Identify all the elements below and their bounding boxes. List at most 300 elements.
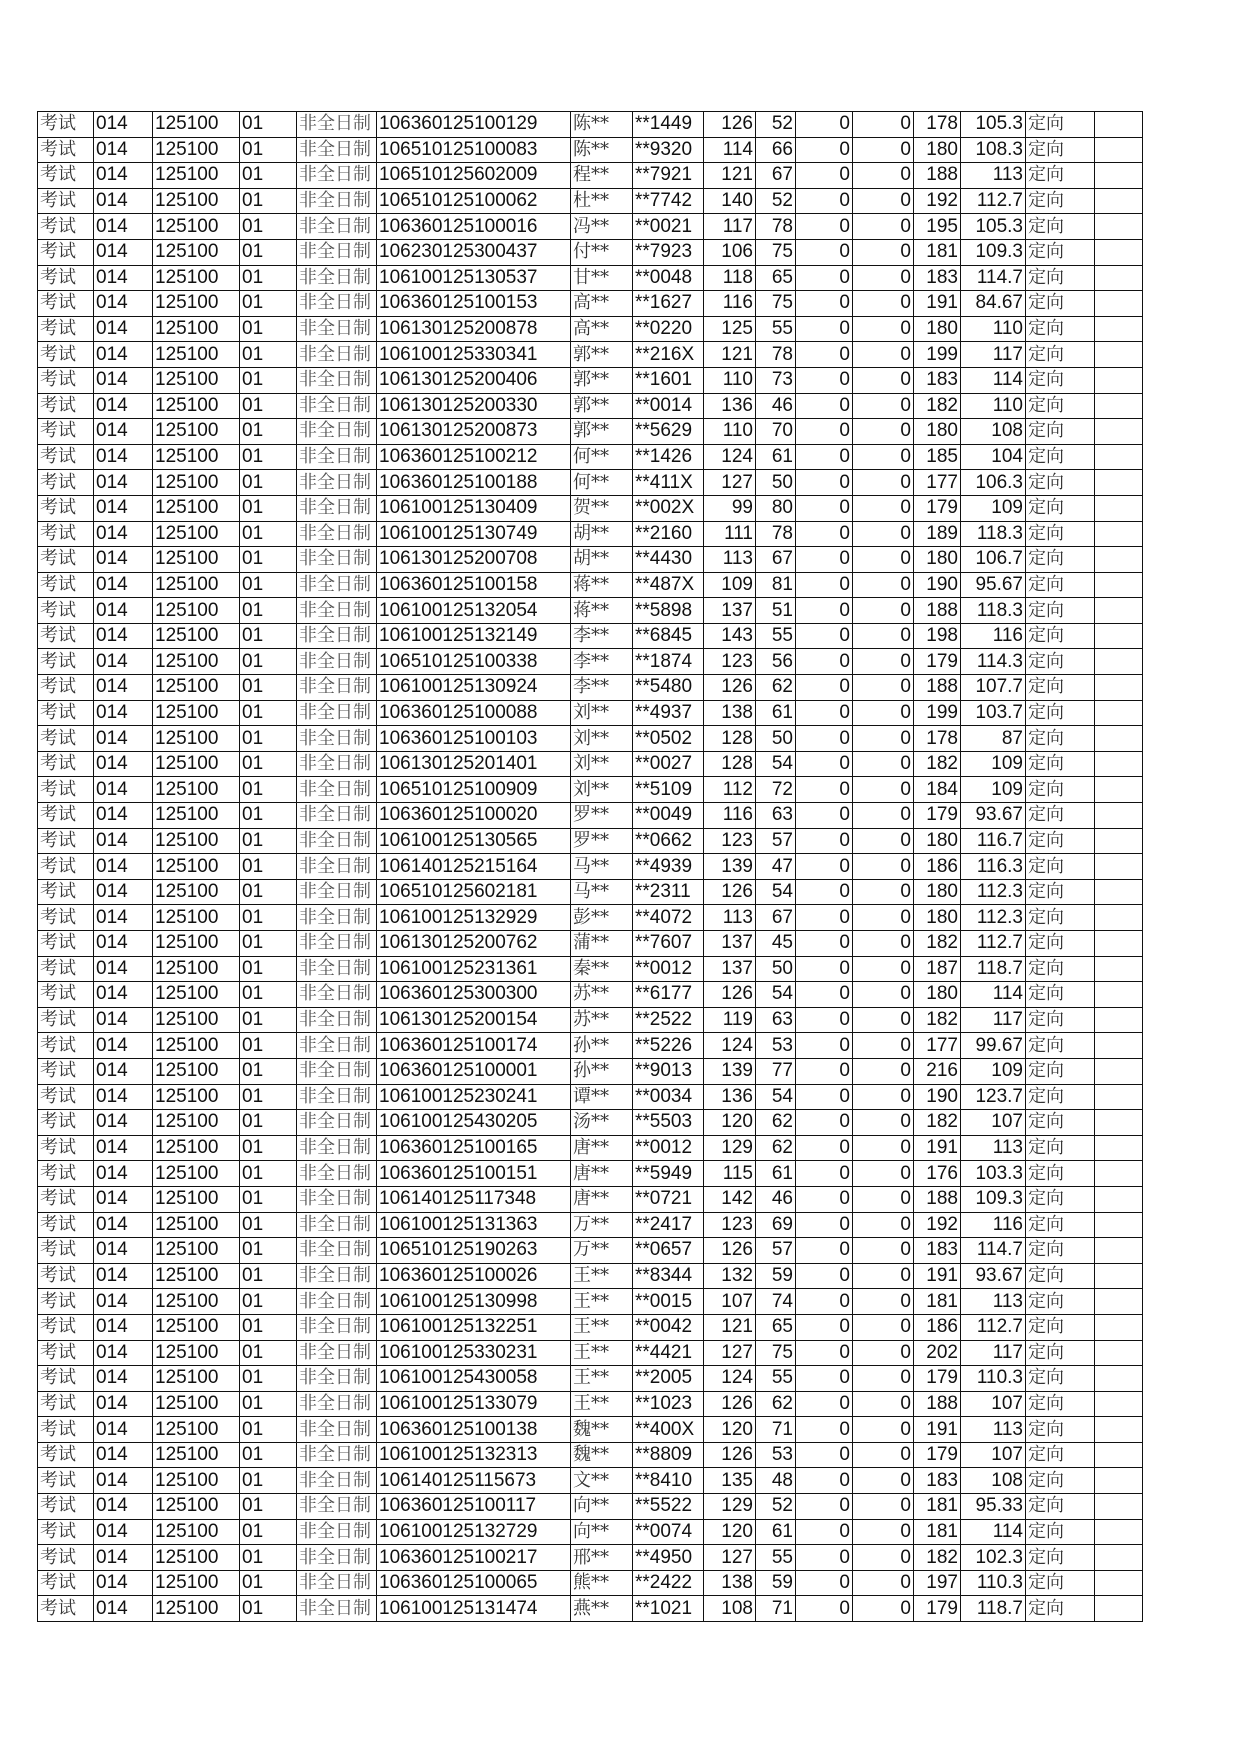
major-code-cell: 125100 [153,828,240,854]
direction-code-cell: 01 [240,854,297,880]
name-cell: 罗** [571,828,633,854]
score-4-cell: 0 [853,1007,914,1033]
department-code-cell: 014 [94,316,153,342]
department-code-cell: 014 [94,931,153,957]
table-row [38,982,1143,1008]
table-row [38,393,1143,419]
name-cell: 高** [571,291,633,317]
candidate-id-cell: 106130125200762 [377,931,571,957]
candidate-id-cell: 106140125215164 [377,854,571,880]
total-score-cell: 186 [914,854,961,880]
interview-score-cell: 114.7 [961,1238,1026,1264]
candidate-id-cell: 106100125231361 [377,956,571,982]
table-row [38,342,1143,368]
score-1-cell: 125 [704,316,756,342]
total-score-cell: 188 [914,1186,961,1212]
major-code-cell: 125100 [153,1110,240,1136]
exam-type-cell: 考试 [38,1417,94,1443]
study-mode-cell: 非全日制 [297,1238,377,1264]
interview-score-cell: 112.3 [961,905,1026,931]
id-suffix-cell: **4939 [633,854,704,880]
score-3-cell: 0 [796,726,853,752]
direction-code-cell: 01 [240,982,297,1008]
score-1-cell: 126 [704,1238,756,1264]
study-mode-cell: 非全日制 [297,1545,377,1571]
enrollment-type-cell: 定向 [1026,1519,1095,1545]
interview-score-cell: 112.7 [961,1314,1026,1340]
department-code-cell: 014 [94,623,153,649]
interview-score-cell: 110 [961,316,1026,342]
table-row [38,1186,1143,1212]
remark-cell [1095,1007,1143,1033]
total-score-cell: 182 [914,1545,961,1571]
study-mode-cell: 非全日制 [297,1494,377,1520]
score-4-cell: 0 [853,112,914,138]
major-code-cell: 125100 [153,316,240,342]
interview-score-cell: 106.3 [961,470,1026,496]
direction-code-cell: 01 [240,828,297,854]
score-1-cell: 140 [704,188,756,214]
id-suffix-cell: **9320 [633,137,704,163]
major-code-cell: 125100 [153,1519,240,1545]
department-code-cell: 014 [94,112,153,138]
total-score-cell: 190 [914,1084,961,1110]
department-code-cell: 014 [94,777,153,803]
direction-code-cell: 01 [240,419,297,445]
table-row [38,1545,1143,1571]
study-mode-cell: 非全日制 [297,726,377,752]
candidate-id-cell: 106100125132929 [377,905,571,931]
interview-score-cell: 93.67 [961,803,1026,829]
score-1-cell: 120 [704,1110,756,1136]
major-code-cell: 125100 [153,470,240,496]
score-4-cell: 0 [853,1519,914,1545]
score-2-cell: 55 [756,1366,796,1392]
remark-cell [1095,1033,1143,1059]
enrollment-type-cell: 定向 [1026,342,1095,368]
exam-type-cell: 考试 [38,1340,94,1366]
remark-cell [1095,854,1143,880]
interview-score-cell: 118.3 [961,598,1026,624]
total-score-cell: 178 [914,726,961,752]
score-4-cell: 0 [853,521,914,547]
exam-type-cell: 考试 [38,1545,94,1571]
table-row [38,956,1143,982]
name-cell: 文** [571,1468,633,1494]
enrollment-type-cell: 定向 [1026,419,1095,445]
name-cell: 彭** [571,905,633,931]
direction-code-cell: 01 [240,444,297,470]
name-cell: 程** [571,163,633,189]
name-cell: 王** [571,1289,633,1315]
department-code-cell: 014 [94,726,153,752]
study-mode-cell: 非全日制 [297,1212,377,1238]
direction-code-cell: 01 [240,1084,297,1110]
score-1-cell: 139 [704,854,756,880]
enrollment-type-cell: 定向 [1026,675,1095,701]
major-code-cell: 125100 [153,1186,240,1212]
department-code-cell: 014 [94,444,153,470]
exam-type-cell: 考试 [38,1596,94,1622]
score-2-cell: 62 [756,1135,796,1161]
exam-type-cell: 考试 [38,1186,94,1212]
remark-cell [1095,598,1143,624]
department-code-cell: 014 [94,367,153,393]
id-suffix-cell: **5629 [633,419,704,445]
score-1-cell: 137 [704,931,756,957]
id-suffix-cell: **5480 [633,675,704,701]
total-score-cell: 180 [914,316,961,342]
study-mode-cell: 非全日制 [297,1033,377,1059]
name-cell: 陈** [571,112,633,138]
table-row [38,879,1143,905]
total-score-cell: 187 [914,956,961,982]
score-2-cell: 54 [756,982,796,1008]
total-score-cell: 191 [914,291,961,317]
table-row [38,777,1143,803]
score-1-cell: 136 [704,393,756,419]
candidate-id-cell: 106360125100020 [377,803,571,829]
score-1-cell: 129 [704,1494,756,1520]
id-suffix-cell: **0049 [633,803,704,829]
remark-cell [1095,572,1143,598]
department-code-cell: 014 [94,419,153,445]
score-1-cell: 123 [704,828,756,854]
major-code-cell: 125100 [153,1007,240,1033]
score-3-cell: 0 [796,1212,853,1238]
remark-cell [1095,1263,1143,1289]
remark-cell [1095,931,1143,957]
study-mode-cell: 非全日制 [297,291,377,317]
major-code-cell: 125100 [153,803,240,829]
remark-cell [1095,214,1143,240]
name-cell: 王** [571,1340,633,1366]
major-code-cell: 125100 [153,137,240,163]
score-2-cell: 63 [756,803,796,829]
exam-type-cell: 考试 [38,854,94,880]
major-code-cell: 125100 [153,521,240,547]
study-mode-cell: 非全日制 [297,265,377,291]
major-code-cell: 125100 [153,342,240,368]
name-cell: 刘** [571,700,633,726]
name-cell: 李** [571,649,633,675]
score-3-cell: 0 [796,956,853,982]
score-4-cell: 0 [853,1212,914,1238]
score-2-cell: 67 [756,163,796,189]
score-2-cell: 70 [756,419,796,445]
id-suffix-cell: **6177 [633,982,704,1008]
score-3-cell: 0 [796,163,853,189]
department-code-cell: 014 [94,803,153,829]
candidate-id-cell: 106130125200154 [377,1007,571,1033]
table-row [38,112,1143,138]
score-1-cell: 99 [704,495,756,521]
remark-cell [1095,879,1143,905]
study-mode-cell: 非全日制 [297,1058,377,1084]
interview-score-cell: 117 [961,1340,1026,1366]
table-row [38,1417,1143,1443]
score-1-cell: 124 [704,1366,756,1392]
score-4-cell: 0 [853,239,914,265]
score-4-cell: 0 [853,1314,914,1340]
department-code-cell: 014 [94,828,153,854]
interview-score-cell: 103.7 [961,700,1026,726]
score-4-cell: 0 [853,675,914,701]
score-4-cell: 0 [853,547,914,573]
study-mode-cell: 非全日制 [297,1570,377,1596]
id-suffix-cell: **8344 [633,1263,704,1289]
candidate-id-cell: 106360125100129 [377,112,571,138]
enrollment-type-cell: 定向 [1026,1391,1095,1417]
name-cell: 王** [571,1314,633,1340]
score-2-cell: 78 [756,214,796,240]
remark-cell [1095,1596,1143,1622]
direction-code-cell: 01 [240,623,297,649]
enrollment-type-cell: 定向 [1026,1058,1095,1084]
study-mode-cell: 非全日制 [297,495,377,521]
name-cell: 何** [571,470,633,496]
score-3-cell: 0 [796,879,853,905]
table-row [38,1212,1143,1238]
major-code-cell: 125100 [153,547,240,573]
enrollment-type-cell: 定向 [1026,1033,1095,1059]
department-code-cell: 014 [94,1366,153,1392]
direction-code-cell: 01 [240,495,297,521]
id-suffix-cell: **7921 [633,163,704,189]
candidate-id-cell: 106130125200878 [377,316,571,342]
score-2-cell: 78 [756,521,796,547]
remark-cell [1095,419,1143,445]
candidate-id-cell: 106360125100065 [377,1570,571,1596]
name-cell: 杜** [571,188,633,214]
department-code-cell: 014 [94,905,153,931]
study-mode-cell: 非全日制 [297,777,377,803]
score-2-cell: 80 [756,495,796,521]
study-mode-cell: 非全日制 [297,470,377,496]
candidate-id-cell: 106510125602009 [377,163,571,189]
score-1-cell: 106 [704,239,756,265]
interview-score-cell: 118.7 [961,1596,1026,1622]
interview-score-cell: 112.3 [961,879,1026,905]
score-3-cell: 0 [796,854,853,880]
score-1-cell: 119 [704,1007,756,1033]
score-4-cell: 0 [853,982,914,1008]
name-cell: 孙** [571,1033,633,1059]
score-1-cell: 120 [704,1417,756,1443]
interview-score-cell: 116.3 [961,854,1026,880]
table-row [38,1596,1143,1622]
department-code-cell: 014 [94,649,153,675]
interview-score-cell: 112.7 [961,931,1026,957]
score-3-cell: 0 [796,700,853,726]
enrollment-type-cell: 定向 [1026,112,1095,138]
remark-cell [1095,547,1143,573]
major-code-cell: 125100 [153,1238,240,1264]
total-score-cell: 216 [914,1058,961,1084]
direction-code-cell: 01 [240,726,297,752]
study-mode-cell: 非全日制 [297,956,377,982]
table-row [38,188,1143,214]
id-suffix-cell: **0014 [633,393,704,419]
score-4-cell: 0 [853,572,914,598]
direction-code-cell: 01 [240,1468,297,1494]
table-row [38,239,1143,265]
score-1-cell: 120 [704,1519,756,1545]
remark-cell [1095,777,1143,803]
candidate-id-cell: 106360125100103 [377,726,571,752]
candidate-id-cell: 106100125230241 [377,1084,571,1110]
department-code-cell: 014 [94,1033,153,1059]
id-suffix-cell: **0721 [633,1186,704,1212]
interview-score-cell: 105.3 [961,112,1026,138]
interview-score-cell: 114.7 [961,265,1026,291]
score-4-cell: 0 [853,726,914,752]
department-code-cell: 014 [94,598,153,624]
department-code-cell: 014 [94,1263,153,1289]
enrollment-type-cell: 定向 [1026,163,1095,189]
exam-type-cell: 考试 [38,316,94,342]
score-2-cell: 55 [756,1545,796,1571]
exam-type-cell: 考试 [38,777,94,803]
id-suffix-cell: **7923 [633,239,704,265]
candidate-id-cell: 106100125132149 [377,623,571,649]
id-suffix-cell: **0012 [633,1135,704,1161]
total-score-cell: 181 [914,1494,961,1520]
direction-code-cell: 01 [240,163,297,189]
score-3-cell: 0 [796,495,853,521]
study-mode-cell: 非全日制 [297,419,377,445]
exam-type-cell: 考试 [38,1391,94,1417]
remark-cell [1095,1570,1143,1596]
exam-type-cell: 考试 [38,982,94,1008]
remark-cell [1095,1084,1143,1110]
direction-code-cell: 01 [240,1442,297,1468]
direction-code-cell: 01 [240,777,297,803]
enrollment-type-cell: 定向 [1026,700,1095,726]
exam-type-cell: 考试 [38,649,94,675]
id-suffix-cell: **4937 [633,700,704,726]
direction-code-cell: 01 [240,1570,297,1596]
interview-score-cell: 110.3 [961,1570,1026,1596]
enrollment-type-cell: 定向 [1026,1494,1095,1520]
exam-type-cell: 考试 [38,803,94,829]
id-suffix-cell: **1023 [633,1391,704,1417]
id-suffix-cell: **0502 [633,726,704,752]
score-3-cell: 0 [796,137,853,163]
score-1-cell: 128 [704,751,756,777]
direction-code-cell: 01 [240,239,297,265]
interview-score-cell: 99.67 [961,1033,1026,1059]
total-score-cell: 189 [914,521,961,547]
table-row [38,854,1143,880]
exam-type-cell: 考试 [38,905,94,931]
total-score-cell: 182 [914,931,961,957]
score-3-cell: 0 [796,1519,853,1545]
score-1-cell: 138 [704,1570,756,1596]
enrollment-type-cell: 定向 [1026,1468,1095,1494]
table-row [38,649,1143,675]
total-score-cell: 191 [914,1417,961,1443]
candidate-id-cell: 106360125100174 [377,1033,571,1059]
exam-type-cell: 考试 [38,700,94,726]
score-2-cell: 66 [756,137,796,163]
major-code-cell: 125100 [153,1494,240,1520]
score-3-cell: 0 [796,521,853,547]
id-suffix-cell: **5949 [633,1161,704,1187]
study-mode-cell: 非全日制 [297,1263,377,1289]
score-1-cell: 126 [704,675,756,701]
total-score-cell: 180 [914,547,961,573]
score-3-cell: 0 [796,444,853,470]
major-code-cell: 125100 [153,1340,240,1366]
department-code-cell: 014 [94,188,153,214]
score-1-cell: 126 [704,112,756,138]
interview-score-cell: 114 [961,982,1026,1008]
study-mode-cell: 非全日制 [297,112,377,138]
major-code-cell: 125100 [153,879,240,905]
score-4-cell: 0 [853,623,914,649]
direction-code-cell: 01 [240,1033,297,1059]
remark-cell [1095,1442,1143,1468]
candidate-id-cell: 106510125602181 [377,879,571,905]
study-mode-cell: 非全日制 [297,572,377,598]
score-4-cell: 0 [853,700,914,726]
direction-code-cell: 01 [240,1494,297,1520]
table-row [38,291,1143,317]
direction-code-cell: 01 [240,316,297,342]
candidate-id-cell: 106360125100016 [377,214,571,240]
remark-cell [1095,393,1143,419]
table-row [38,521,1143,547]
total-score-cell: 181 [914,239,961,265]
score-3-cell: 0 [796,598,853,624]
department-code-cell: 014 [94,291,153,317]
study-mode-cell: 非全日制 [297,905,377,931]
score-3-cell: 0 [796,316,853,342]
score-2-cell: 59 [756,1263,796,1289]
exam-type-cell: 考试 [38,1058,94,1084]
score-4-cell: 0 [853,470,914,496]
candidate-id-cell: 106360125100212 [377,444,571,470]
remark-cell [1095,291,1143,317]
score-3-cell: 0 [796,291,853,317]
major-code-cell: 125100 [153,239,240,265]
remark-cell [1095,470,1143,496]
score-3-cell: 0 [796,188,853,214]
candidate-id-cell: 106130125200873 [377,419,571,445]
id-suffix-cell: **2422 [633,1570,704,1596]
enrollment-type-cell: 定向 [1026,982,1095,1008]
total-score-cell: 192 [914,188,961,214]
direction-code-cell: 01 [240,1391,297,1417]
major-code-cell: 125100 [153,1161,240,1187]
table-row [38,1058,1143,1084]
interview-score-cell: 105.3 [961,214,1026,240]
remark-cell [1095,828,1143,854]
enrollment-type-cell: 定向 [1026,905,1095,931]
id-suffix-cell: **0042 [633,1314,704,1340]
department-code-cell: 014 [94,751,153,777]
candidate-id-cell: 106360125100026 [377,1263,571,1289]
study-mode-cell: 非全日制 [297,316,377,342]
score-4-cell: 0 [853,1289,914,1315]
major-code-cell: 125100 [153,1084,240,1110]
total-score-cell: 191 [914,1135,961,1161]
admission-list-table [37,111,1143,1622]
enrollment-type-cell: 定向 [1026,1596,1095,1622]
department-code-cell: 014 [94,239,153,265]
enrollment-type-cell: 定向 [1026,444,1095,470]
